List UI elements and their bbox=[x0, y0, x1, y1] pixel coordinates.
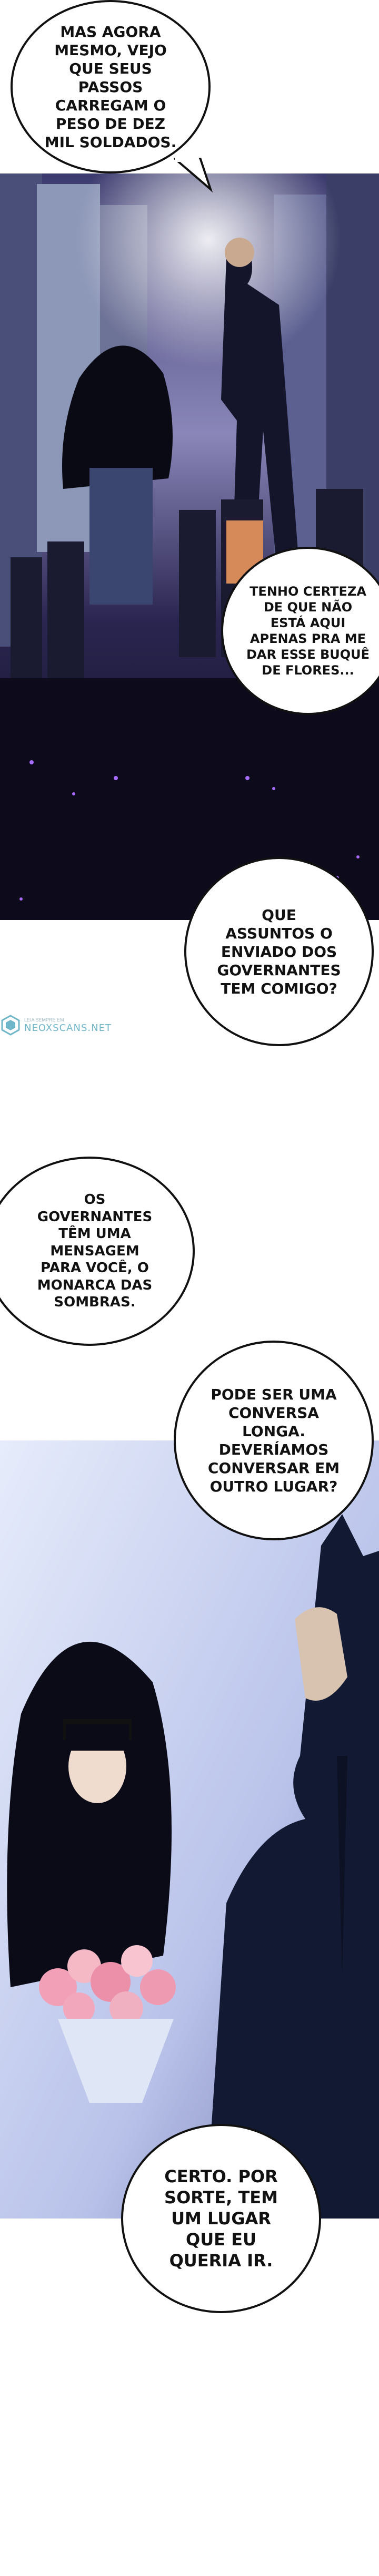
speech-bubble-4 bbox=[0, 1157, 195, 1346]
speech-text-3: QUE ASSUNTOS O ENVIADO DOS GOVERNANTES TEM COMIGO? bbox=[217, 906, 341, 997]
bubble-tail-1 bbox=[174, 158, 216, 195]
panel-street-scene bbox=[0, 173, 379, 920]
watermark-site: NEOXSCANS.NET bbox=[24, 1022, 112, 1034]
panel-bouquet-scene bbox=[0, 1440, 379, 2219]
speech-text-5: PODE SER UMA CONVERSA LONGA. DEVERÍAMOS CONVERSAR EM OUTRO LUGAR? bbox=[207, 1386, 340, 1495]
bouquet-scene-art bbox=[0, 1440, 379, 2219]
speech-text-2: TENHO CERTEZA DE QUE NÃO ESTÁ AQUI APENAS PRA ME DAR ESSE BUQUÊ DE FLORES... bbox=[246, 584, 370, 678]
speech-text-1: MAS AGORA MESMO, VEJO QUE SEUS PASSOS CARREGAM O PESO DE DEZ MIL SOLDADOS. bbox=[44, 23, 177, 151]
watermark-logo-icon bbox=[0, 1015, 21, 1036]
street-scene-art bbox=[0, 173, 379, 920]
speech-bubble-3 bbox=[184, 857, 374, 1046]
speech-bubble-6 bbox=[121, 2124, 321, 2313]
speech-text-4: OS GOVERNANTES TÊM UMA MENSAGEM PARA VOCÊ, O MONARCA DAS SOMBRAS. bbox=[37, 1192, 153, 1311]
speech-bubble-1 bbox=[11, 0, 211, 173]
watermark bbox=[0, 1015, 112, 1036]
speech-text-6: CERTO. POR SORTE, TEM UM LUGAR QUE EU QUERIA IR. bbox=[164, 2166, 278, 2271]
watermark-tagline: LEIA SEMPRE EM bbox=[24, 1017, 64, 1023]
speech-bubble-5 bbox=[174, 1341, 374, 1540]
